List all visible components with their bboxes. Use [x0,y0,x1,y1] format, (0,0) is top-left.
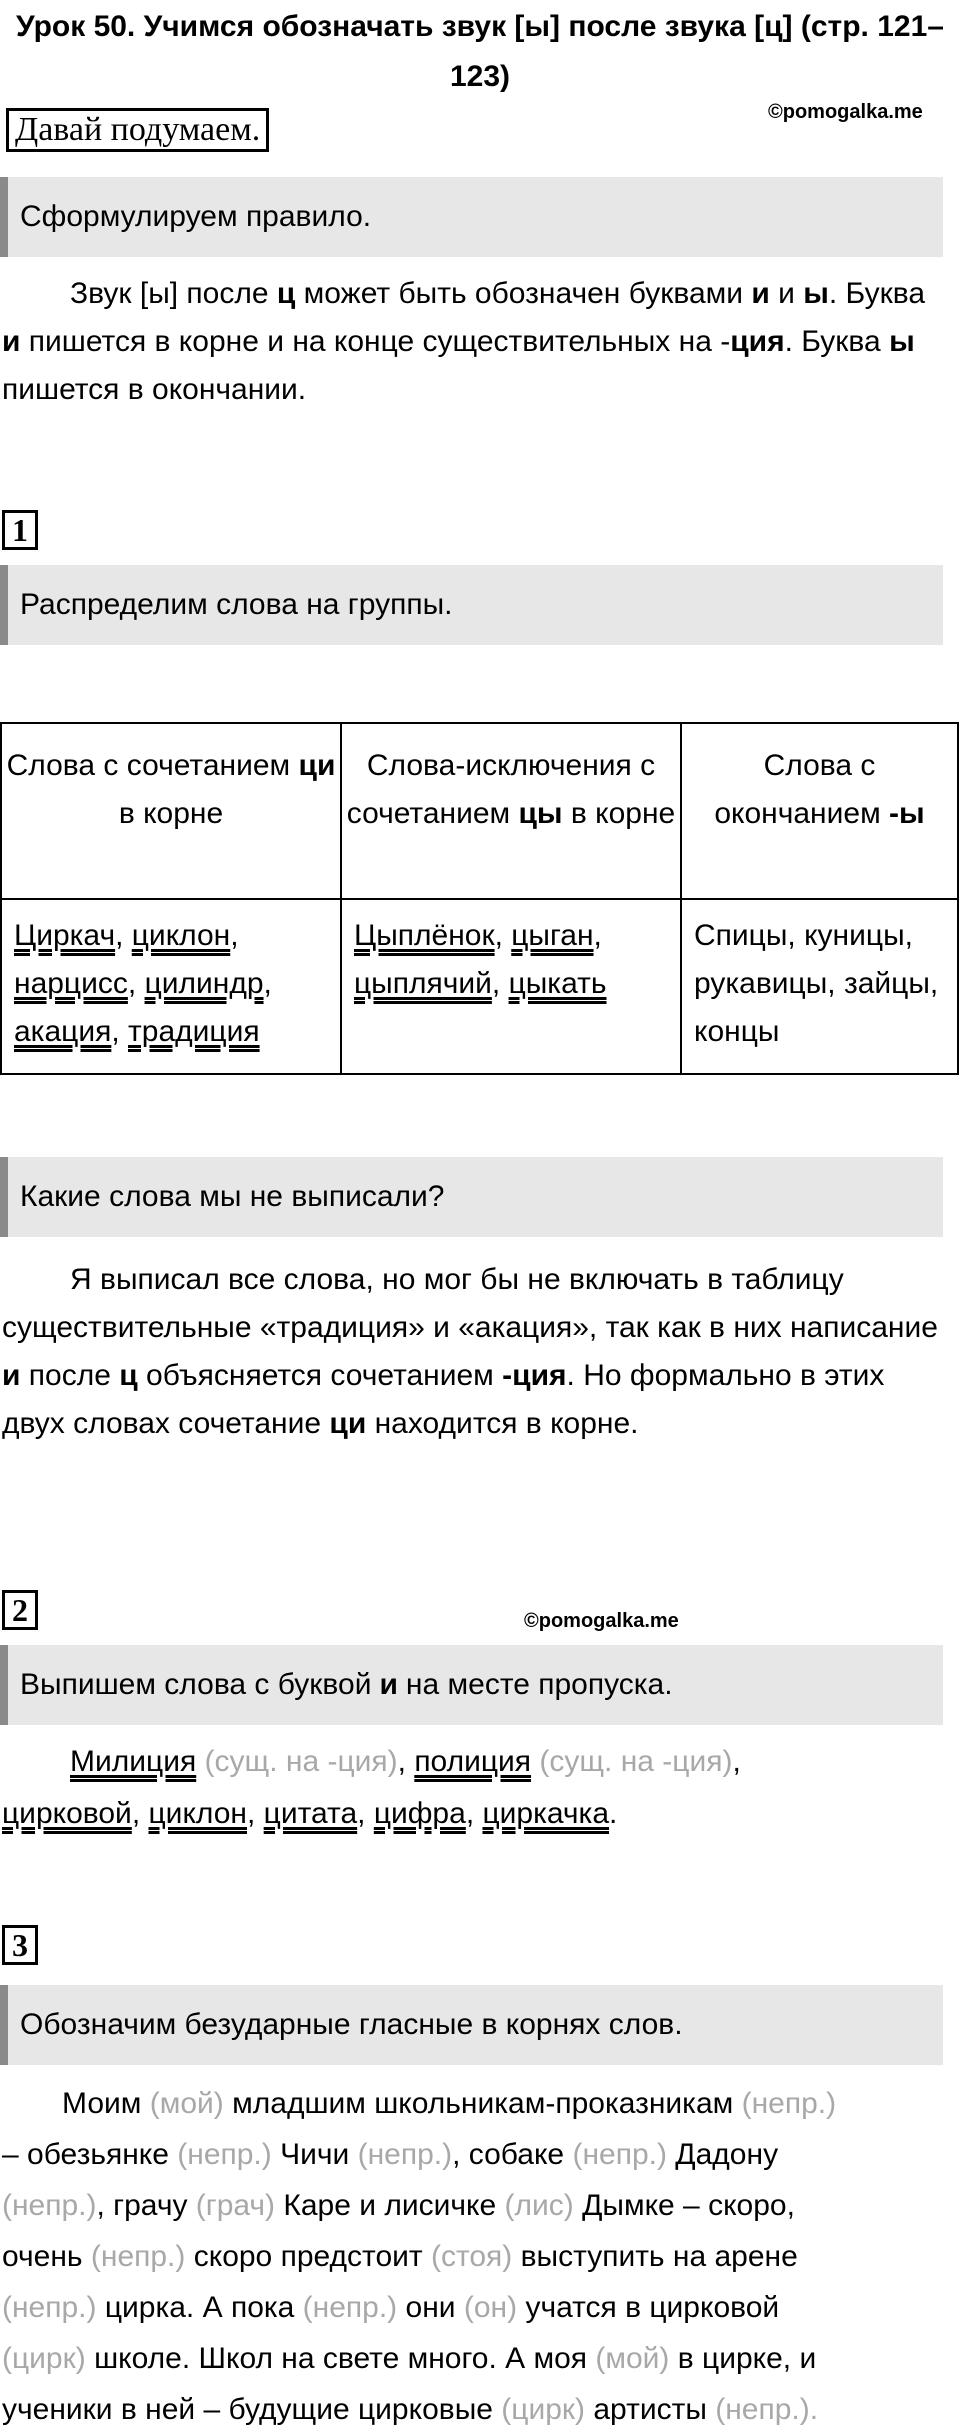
hint: (мой) [587,2342,670,2375]
note: (сущ. на -ция) [531,1745,733,1778]
text: находится в корне. [366,1407,639,1440]
table-cell-exception-words: Цыплёнок, цыган, цыплячий, цыкать [341,899,681,1074]
hint: (непр.) [2,2291,97,2324]
table-header-cell [681,723,958,899]
hint: (стоя) [422,2240,513,2273]
hint: (мой) [141,2087,224,2120]
table-header-cell [341,723,681,899]
intro-boxed-label: Давай подумаем. [6,108,269,152]
text: артисты [585,2393,707,2426]
text: в цирке, и [669,2342,817,2375]
table-cell-ending-words: Спицы, куницы, рукавицы, зайцы, концы [681,899,958,1074]
word: цилиндр [144,967,264,1000]
word: циклон [148,1797,247,1830]
text: скоро предстоит [185,2240,423,2273]
text: -ция [502,1359,567,1392]
watermark: ©pomogalka.me [768,101,923,123]
text: -ы [889,797,925,830]
text: и [2,1359,21,1392]
text-line [2,2233,798,2281]
text: ц [276,277,296,310]
text: цы [518,797,563,830]
word: цыплячий [354,967,492,1000]
hint: (непр.) [2,2189,97,2222]
text: , собаке [452,2138,565,2171]
hint: (непр.) [349,2138,453,2171]
text: пишется в окончании. [2,373,307,406]
hint: (грач) [187,2189,276,2222]
task3-banner [0,1985,943,2065]
task2-banner [0,1645,943,1725]
hint: (непр.) [733,2087,837,2120]
word: зайцы [843,967,930,1000]
text: учатся в цирковой [517,2291,780,2324]
text: объясняется сочетанием [137,1359,503,1392]
hint: (непр.) [564,2138,667,2171]
table-header-row [1,723,958,899]
word: концы [694,1015,780,1048]
word: цыкать [508,967,607,1000]
text: ци [298,749,336,782]
text-line [2,2335,816,2383]
text-line [2,2182,795,2230]
rule-banner-text: Сформулируем правило. [20,200,372,233]
rule-banner [0,177,943,257]
text-line [62,2080,836,2128]
word: куницы [804,919,905,952]
task-number-1: 1 [2,510,38,550]
task1-banner-text: Распределим слова на группы. [20,588,453,621]
hint: (непр.) [168,2138,272,2171]
answer-paragraph [2,1256,942,1448]
text-line [2,2386,818,2434]
word: циклон [131,919,231,952]
word: полиция [414,1745,532,1778]
text: после [20,1359,120,1392]
task3-banner-text: Обозначим безударные гласные в корнях слов. [20,2008,683,2041]
text: Выпишем слова с буквой [20,1668,372,1701]
text: Дымке – скоро, [573,2189,795,2222]
text: Слова с окончанием [714,749,890,830]
text: , [732,1745,741,1778]
text: . Буква [784,325,890,358]
text: и [379,1668,398,1701]
table-header-cell [1,723,341,899]
text: может быть обозначен буквами [295,277,752,310]
hint: (он) [455,2291,518,2324]
table-cell-root-words: Циркач, циклон, нарцисс, цилиндр, акация, традиция [1,899,341,1074]
text: ци [329,1407,367,1440]
text: Моим [62,2087,142,2120]
hint: (непр.) [294,2291,398,2324]
text: пишется в корне и на конце существительных на - [20,325,731,358]
text: и [751,277,770,310]
text: цирка. А пока [96,2291,295,2324]
word: Спицы [694,919,788,952]
text: они [397,2291,456,2324]
note: (сущ. на -ция) [196,1745,398,1778]
text: . Буква [828,277,925,310]
text: в корне [118,797,224,830]
text: Чичи [271,2138,350,2171]
text: ученики в ней – будущие цирковые [2,2393,493,2426]
word: Цыплёнок [354,919,495,952]
text: младшим школьникам-проказникам [223,2087,734,2120]
text: Слова-исключения с сочетанием [346,749,656,830]
rule-paragraph [2,270,942,414]
word: нарцисс [14,967,128,1000]
word: цифра [373,1797,466,1830]
table-row [1,899,958,1074]
text: ы [889,325,915,358]
word: Циркач [14,919,116,952]
hint: (цирк) [492,2393,586,2426]
word: циркачка [482,1797,610,1830]
task2-line1 [2,1738,942,1786]
text: ция [730,325,785,358]
text: Я выписал все слова, но мог бы не включать в таблицу существительные «традиция» и «акация», так как в них написание [2,1263,938,1344]
text: и [769,277,804,310]
text: выступить на арене [512,2240,798,2273]
text: ц [119,1359,138,1392]
task-number-3: 3 [2,1925,38,1965]
task-number-2: 2 [2,1590,38,1630]
text: Дадону [666,2138,779,2171]
text-line [2,2131,778,2179]
task1-banner [0,565,943,645]
word: Милиция [70,1745,197,1778]
text: и [2,325,21,358]
question-banner [0,1157,943,1237]
word: акация [14,1015,112,1048]
text: , грачу [96,2189,188,2222]
word: рукавицы [694,967,828,1000]
hint: (цирк) [2,2342,86,2375]
text: Слова с сочетанием [6,749,299,782]
text: – обезьянке [2,2138,169,2171]
watermark: ©pomogalka.me [524,1610,679,1632]
question-banner-text: Какие слова мы не выписали? [20,1180,445,1213]
text: , [397,1745,415,1778]
word: традиция [128,1015,260,1048]
word: цыган [511,919,594,952]
text: на месте пропуска. [405,1668,673,1701]
word: цирковой [2,1797,132,1830]
text: . Но формально в этих двух словах сочетание [2,1359,885,1440]
text: Звук [ы] после [70,277,277,310]
text: Каре и лисичке [275,2189,497,2222]
hint: (лис) [496,2189,574,2222]
hint: (непр.). [706,2393,819,2426]
task2-line2: цирковой, циклон, цитата, цифра, циркачка. [2,1797,618,1830]
text-line [2,2284,779,2332]
text: очень [2,2240,83,2273]
text: ы [803,277,829,310]
hint: (непр.) [82,2240,186,2273]
words-table [0,722,959,1075]
page-title: Урок 50. Учимся обозначать звук [ы] после звука [ц] (стр. 121–123) [16,10,944,93]
word: цитата [263,1797,358,1830]
text: в корне [562,797,676,830]
text: школе. Школ на свете много. А моя [85,2342,588,2375]
